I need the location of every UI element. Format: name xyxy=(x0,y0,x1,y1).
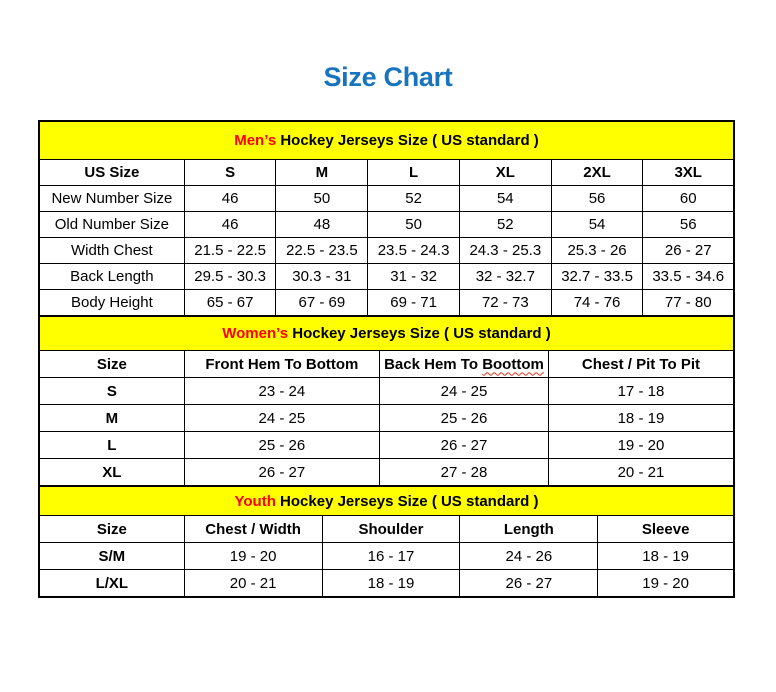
cell: 31 - 32 xyxy=(368,264,460,290)
cell: 50 xyxy=(368,212,460,238)
row-label: L xyxy=(39,432,184,459)
cell: 16 - 17 xyxy=(322,543,460,570)
cell: 72 - 73 xyxy=(459,290,551,317)
cell: 69 - 71 xyxy=(368,290,460,317)
row-label: Back Length xyxy=(39,264,184,290)
section-heading-youth xyxy=(39,486,734,516)
cell: 19 - 20 xyxy=(184,543,322,570)
column-header: 3XL xyxy=(643,160,734,186)
section-heading-accent: Women’s xyxy=(222,325,289,342)
section-heading-rest: Hockey Jerseys Size ( US standard ) xyxy=(288,325,551,342)
cell: 46 xyxy=(184,212,276,238)
cell: 18 - 19 xyxy=(548,405,734,432)
table-row xyxy=(39,290,734,317)
cell: 24 - 25 xyxy=(184,405,379,432)
cell: 24 - 25 xyxy=(380,378,549,405)
column-header: Back Hem To Boottom xyxy=(380,351,549,378)
cell: 29.5 - 30.3 xyxy=(184,264,276,290)
table-row xyxy=(39,378,734,405)
column-header: S xyxy=(184,160,276,186)
row-label: New Number Size xyxy=(39,186,184,212)
cell: 18 - 19 xyxy=(598,543,734,570)
cell: 26 - 27 xyxy=(184,459,379,487)
cell: 77 - 80 xyxy=(643,290,734,317)
cell: 48 xyxy=(276,212,368,238)
column-header: Sleeve xyxy=(598,516,734,543)
size-table-youth xyxy=(38,485,735,598)
table-row xyxy=(39,238,734,264)
cell: 46 xyxy=(184,186,276,212)
cell: 32 - 32.7 xyxy=(459,264,551,290)
cell: 30.3 - 31 xyxy=(276,264,368,290)
column-header: Size xyxy=(39,351,184,378)
column-header: Shoulder xyxy=(322,516,460,543)
cell: 54 xyxy=(459,186,551,212)
column-header: 2XL xyxy=(551,160,643,186)
cell: 50 xyxy=(276,186,368,212)
row-label: L/XL xyxy=(39,570,184,598)
row-label: S xyxy=(39,378,184,405)
size-chart-tables xyxy=(38,120,735,598)
cell: 25.3 - 26 xyxy=(551,238,643,264)
section-heading-accent: Men’s xyxy=(234,132,277,149)
cell: 25 - 26 xyxy=(380,405,549,432)
cell: 60 xyxy=(643,186,734,212)
table-row xyxy=(39,459,734,487)
cell: 54 xyxy=(551,212,643,238)
cell: 18 - 19 xyxy=(322,570,460,598)
row-label: Width Chest xyxy=(39,238,184,264)
cell: 20 - 21 xyxy=(184,570,322,598)
cell: 67 - 69 xyxy=(276,290,368,317)
cell: 26 - 27 xyxy=(380,432,549,459)
cell: 25 - 26 xyxy=(184,432,379,459)
cell: 56 xyxy=(643,212,734,238)
cell: 17 - 18 xyxy=(548,378,734,405)
cell: 19 - 20 xyxy=(598,570,734,598)
table-row xyxy=(39,432,734,459)
misspelled-word: Boottom xyxy=(482,355,544,373)
column-header: L xyxy=(368,160,460,186)
cell: 22.5 - 23.5 xyxy=(276,238,368,264)
cell: 52 xyxy=(459,212,551,238)
page-title: Size Chart xyxy=(323,62,453,92)
column-header: Length xyxy=(460,516,598,543)
cell: 24 - 26 xyxy=(460,543,598,570)
table-row xyxy=(39,212,734,238)
cell: 52 xyxy=(368,186,460,212)
cell: 32.7 - 33.5 xyxy=(551,264,643,290)
cell: 33.5 - 34.6 xyxy=(643,264,734,290)
cell: 23.5 - 24.3 xyxy=(368,238,460,264)
cell: 23 - 24 xyxy=(184,378,379,405)
section-heading-rest: Hockey Jerseys Size ( US standard ) xyxy=(276,132,539,149)
cell: 19 - 20 xyxy=(548,432,734,459)
cell: 65 - 67 xyxy=(184,290,276,317)
table-row xyxy=(39,186,734,212)
table-row xyxy=(39,543,734,570)
cell: 21.5 - 22.5 xyxy=(184,238,276,264)
cell: 56 xyxy=(551,186,643,212)
cell: 24.3 - 25.3 xyxy=(459,238,551,264)
cell: 26 - 27 xyxy=(643,238,734,264)
size-table-mens xyxy=(38,120,735,317)
column-header: XL xyxy=(459,160,551,186)
header-row-mens xyxy=(39,160,734,186)
column-header: Chest / Pit To Pit xyxy=(548,351,734,378)
cell: 27 - 28 xyxy=(380,459,549,487)
column-header: Size xyxy=(39,516,184,543)
table-row xyxy=(39,405,734,432)
table-row xyxy=(39,570,734,598)
header-row-youth xyxy=(39,516,734,543)
table-row xyxy=(39,264,734,290)
section-heading-womens xyxy=(39,316,734,351)
size-table-womens xyxy=(38,315,735,487)
header-row-womens xyxy=(39,351,734,378)
section-heading-mens xyxy=(39,121,734,160)
section-heading-rest: Hockey Jerseys Size ( US standard ) xyxy=(275,492,539,510)
section-heading-accent: Youth xyxy=(234,492,276,510)
column-header: US Size xyxy=(39,160,184,186)
row-label: XL xyxy=(39,459,184,487)
column-header: M xyxy=(276,160,368,186)
column-header: Front Hem To Bottom xyxy=(184,351,379,378)
cell: 20 - 21 xyxy=(548,459,734,487)
row-label: S/M xyxy=(39,543,184,570)
cell: 26 - 27 xyxy=(460,570,598,598)
row-label: Body Height xyxy=(39,290,184,317)
row-label: M xyxy=(39,405,184,432)
cell: 74 - 76 xyxy=(551,290,643,317)
row-label: Old Number Size xyxy=(39,212,184,238)
column-header: Chest / Width xyxy=(184,516,322,543)
